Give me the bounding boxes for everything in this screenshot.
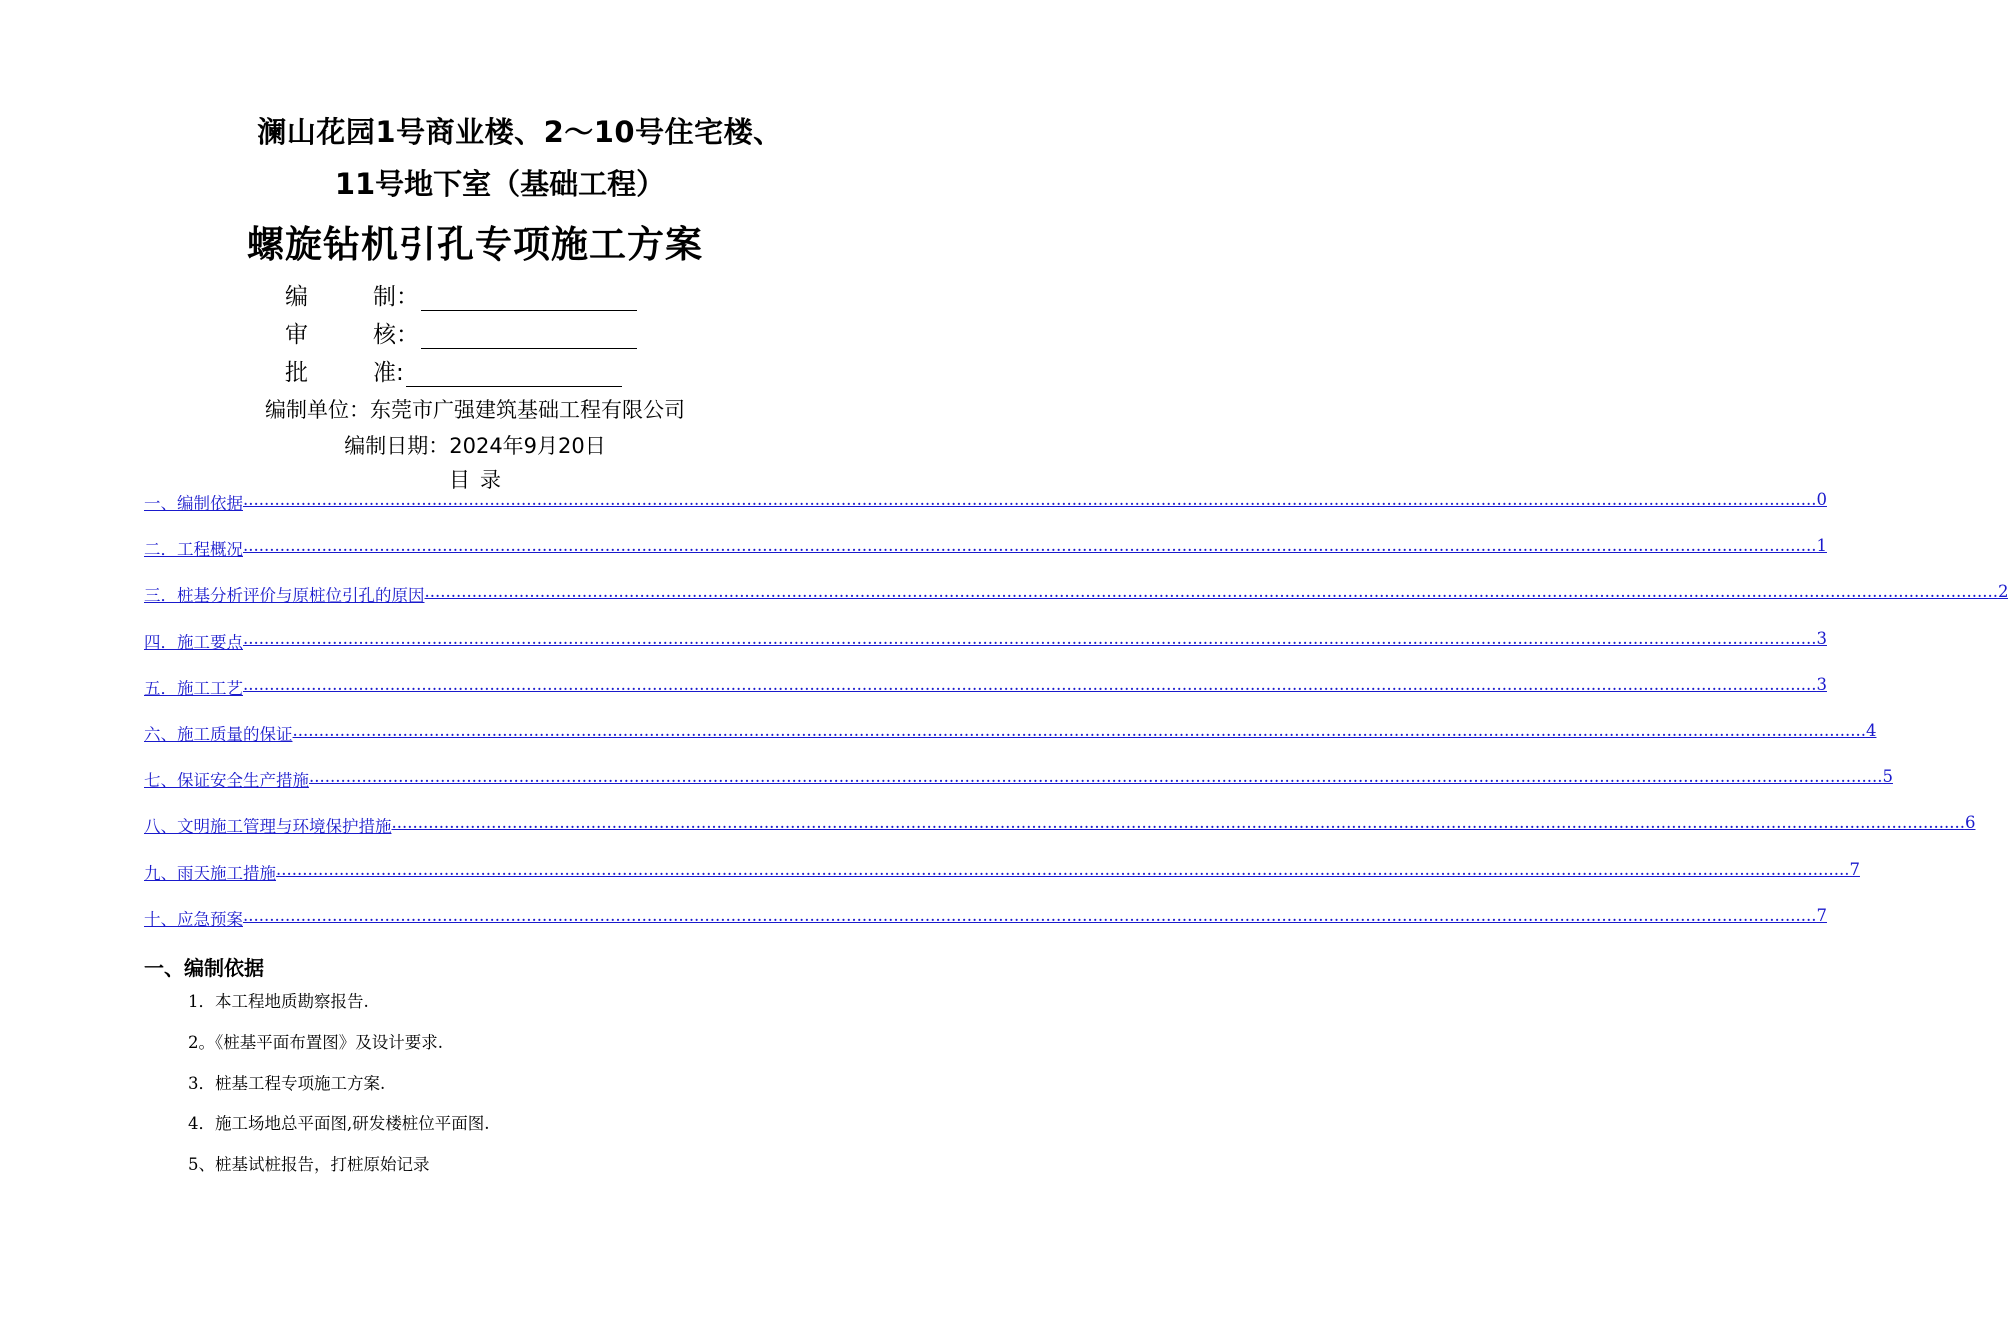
toc-page: 2	[1997, 582, 2008, 602]
toc-page: 7	[1849, 859, 1860, 879]
list-item: 1．本工程地质勘察报告.	[188, 992, 369, 1011]
toc-page: 3	[1816, 628, 1827, 648]
toc-label: 六、施工质量的保证	[144, 724, 293, 744]
list-item: 5、桩基试桩报告，打桩原始记录	[188, 1155, 430, 1175]
toc-label: 一、编制依据	[144, 494, 243, 513]
toc-link[interactable]	[144, 767, 1893, 813]
signature-line	[421, 326, 637, 349]
toc-leader: ............................................................................................................................................................................................................................................................................................................	[243, 490, 1817, 509]
list-item: 4．施工场地总平面图,研发楼桩位平面图.	[188, 1114, 490, 1134]
toc-leader: ............................................................................................................................................................................................................................................................................................................	[292, 720, 1866, 740]
toc-label: 十、应急预案	[144, 909, 243, 929]
toc-page: 3	[1816, 674, 1827, 694]
table-of-contents	[144, 490, 2008, 952]
toc-label: 三．桩基分析评价与原桩位引孔的原因	[144, 586, 425, 606]
list-item: 3．桩基工程专项施工方案.	[188, 1073, 386, 1093]
sign-label-suffix: 准:	[373, 360, 404, 386]
list-item: 2。《桩基平面布置图》及设计要求.	[188, 1032, 443, 1052]
signature-line	[406, 364, 622, 387]
toc-page: 7	[1816, 905, 1827, 925]
toc-leader: ............................................................................................................................................................................................................................................................................................................	[243, 628, 1817, 648]
toc-label: 八、文明施工管理与环境保护措施	[144, 817, 392, 837]
toc-link[interactable]	[144, 674, 1827, 721]
compiling-date: 编制日期：2024年9月20日	[344, 434, 606, 458]
toc-leader: ............................................................................................................................................................................................................................................................................................................	[243, 674, 1817, 694]
sign-label-suffix: 制：	[373, 284, 419, 310]
toc-link[interactable]	[144, 536, 1827, 582]
toc-link[interactable]	[144, 905, 1827, 952]
doc-title-line1: 澜山花园1号商业楼、2～10号住宅楼、	[257, 115, 783, 149]
toc-link[interactable]	[144, 813, 1976, 859]
toc-leader: ............................................................................................................................................................................................................................................................................................................	[276, 859, 1850, 879]
compiling-unit: 编制单位：东莞市广强建筑基础工程有限公司	[265, 398, 685, 422]
toc-leader: ............................................................................................................................................................................................................................................................................................................	[243, 536, 1817, 556]
sign-label-suffix: 核：	[373, 322, 419, 348]
toc-link[interactable]	[144, 720, 1877, 767]
signature-line	[421, 288, 637, 311]
toc-label: 五．施工工艺	[144, 678, 243, 698]
doc-title-line2: 11号地下室（基础工程）	[334, 167, 666, 201]
toc-page: 0	[1816, 490, 1827, 509]
sign-label-char: 编	[285, 284, 308, 310]
toc-leader: ............................................................................................................................................................................................................................................................................................................	[243, 905, 1817, 925]
toc-link[interactable]	[144, 490, 1827, 536]
doc-title-main: 螺旋钻机引孔专项施工方案	[247, 223, 703, 266]
sign-label-char: 批	[285, 360, 308, 386]
toc-label: 九、雨天施工措施	[144, 863, 276, 883]
toc-label: 四．施工要点	[144, 632, 243, 652]
toc-link[interactable]	[144, 582, 2008, 628]
sign-row-compile	[285, 278, 637, 311]
toc-label: 二．工程概况	[144, 540, 243, 560]
toc-leader: ............................................................................................................................................................................................................................................................................................................	[309, 767, 1883, 787]
toc-title: 目录	[449, 468, 511, 492]
basis-list	[188, 988, 490, 1192]
toc-page: 6	[1964, 813, 1976, 833]
toc-leader: ............................................................................................................................................................................................................................................................................................................	[391, 813, 1965, 833]
toc-link[interactable]	[144, 859, 1860, 906]
sign-row-approve	[285, 354, 622, 387]
section-heading: 一、编制依据	[144, 956, 264, 980]
toc-page: 4	[1865, 720, 1877, 740]
toc-link[interactable]	[144, 628, 1827, 675]
sign-label-char: 审	[285, 322, 308, 348]
toc-page: 5	[1882, 767, 1893, 787]
toc-page: 1	[1816, 536, 1827, 556]
toc-label: 七、保证安全生产措施	[144, 771, 309, 791]
sign-row-review	[285, 316, 637, 349]
toc-leader: ............................................................................................................................................................................................................................................................................................................	[424, 582, 1998, 602]
